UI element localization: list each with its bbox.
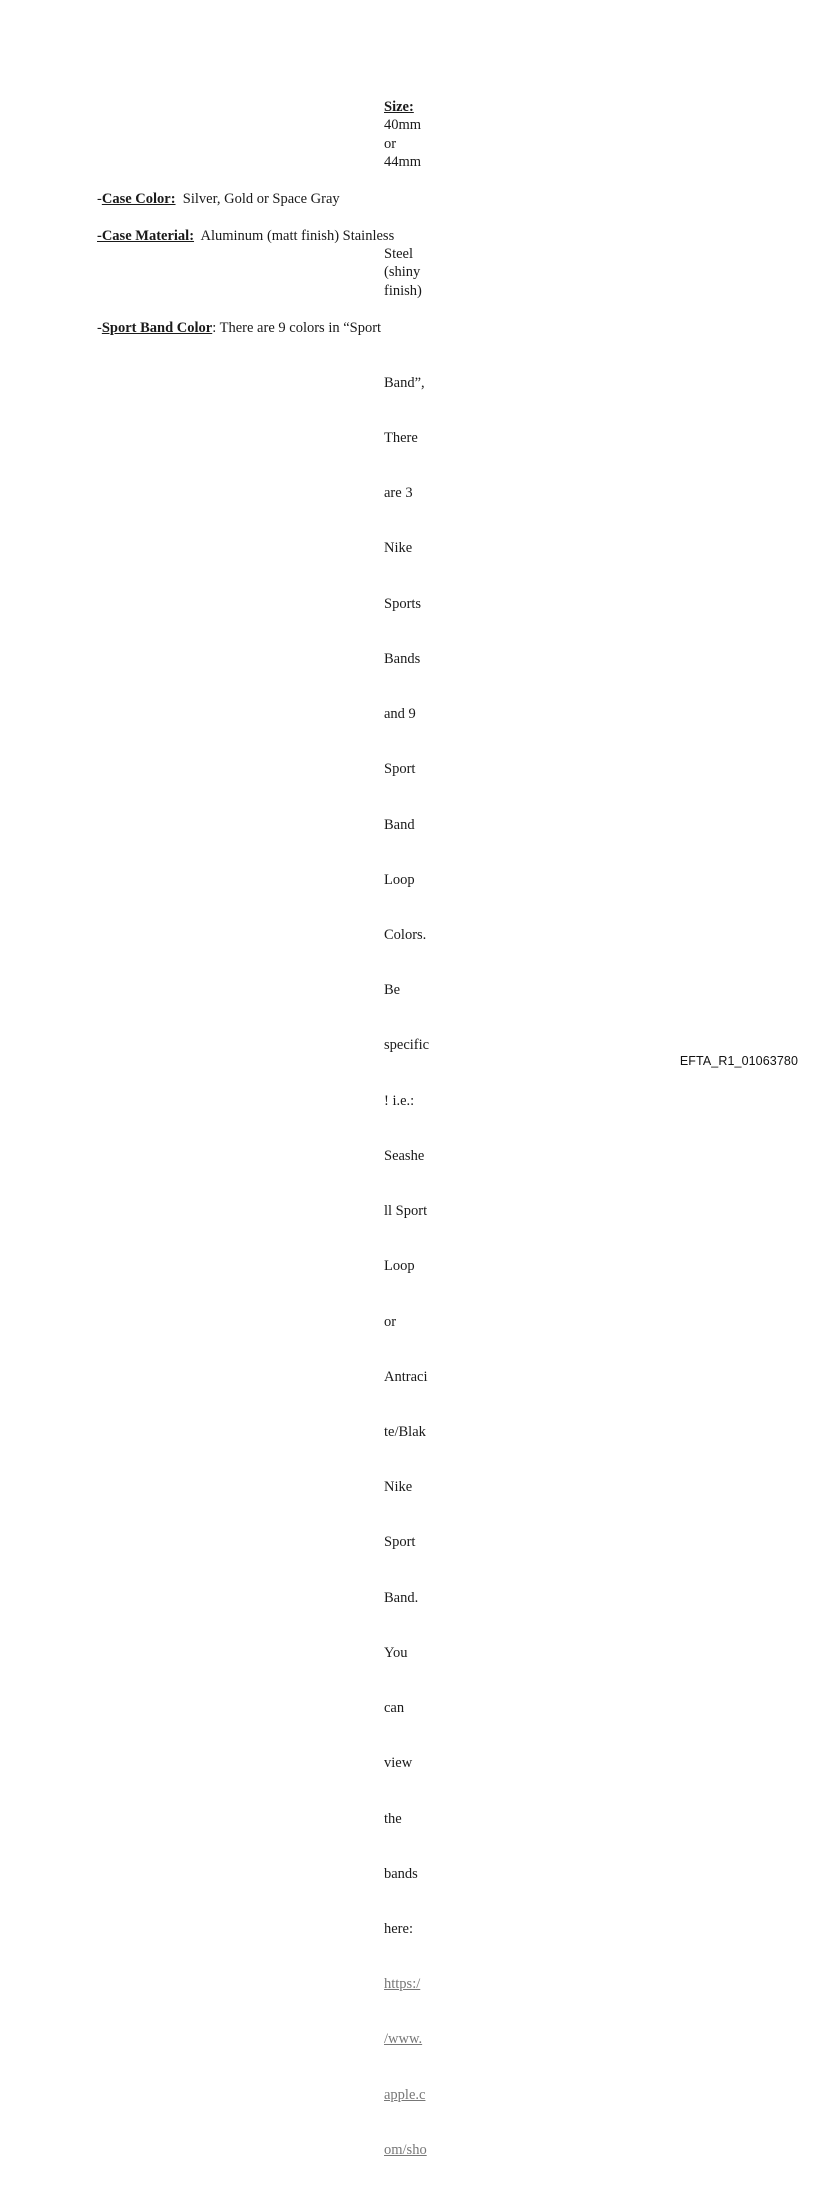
sport-band-text-line: Antraci: [384, 1368, 428, 1385]
case-color-line: [97, 190, 340, 208]
apple-bands-link[interactable]: apple.c: [384, 2086, 426, 2103]
sport-band-text-line: the: [384, 1810, 402, 1827]
apple-bands-link[interactable]: om/sho: [384, 2141, 427, 2158]
sport-band-text-line: view: [384, 1755, 413, 1772]
sport-band-text-line: can: [384, 1700, 405, 1717]
sport-band-text-line: Colors.: [384, 927, 427, 943]
document-id-footer: EFTA_R1_01063780: [679, 1054, 798, 1068]
sport-band-text-line: Be: [384, 982, 401, 999]
case-material-label: -Case Material:: [97, 228, 195, 244]
sport-band-text-line: Nike: [384, 1479, 413, 1496]
sport-band-label: Sport Band Color: [101, 320, 213, 336]
sport-band-text-line: Sport: [384, 1534, 416, 1551]
sport-band-text-line: You: [384, 1644, 408, 1661]
case-material-continuation: [384, 245, 422, 300]
sport-band-text-line: Band”,: [384, 374, 425, 391]
sport-band-value: : There are 9 colors in “Sport: [212, 320, 382, 336]
sport-band-text-line: specific: [384, 1037, 430, 1054]
sport-band-text-line: There: [384, 430, 418, 447]
sport-band-text-line: ! i.e.:: [384, 1092, 415, 1109]
sport-band-text-line: or: [384, 1313, 397, 1330]
sport-band-text-line: Seashe: [384, 1147, 425, 1164]
case-color-label: Case Color:: [101, 191, 176, 207]
case-material-line: [97, 227, 394, 245]
sport-band-line: [97, 319, 381, 337]
size-label: Size:: [384, 99, 414, 115]
sport-band-text-line: Sports: [384, 595, 422, 612]
sport-band-text-line: Band: [384, 816, 415, 833]
sport-band-prefix: -: [97, 320, 102, 336]
apple-bands-link[interactable]: /www.: [384, 2031, 423, 2048]
sport-band-text-line: bands: [384, 1865, 418, 1882]
case-material-line: Steel: [384, 246, 413, 262]
sport-band-text-line: Sport: [384, 761, 416, 778]
sport-band-text-line: Nike: [384, 540, 413, 557]
size-line: 44mm: [384, 154, 422, 171]
size-line: or: [384, 135, 397, 152]
sport-band-text-line: Loop: [384, 1258, 415, 1275]
sport-band-text-line: and 9: [384, 706, 416, 723]
sport-band-text-line: Loop: [384, 871, 415, 888]
case-material-value: Aluminum (matt finish) Stainless: [194, 228, 395, 244]
case-color-value: Silver, Gold or Space Gray: [175, 191, 340, 207]
sport-band-text-line: are 3: [384, 485, 413, 502]
sport-band-text-line: Bands: [384, 650, 421, 667]
case-material-line: finish): [384, 282, 422, 299]
case-material-line: (shiny: [384, 264, 421, 281]
size-block: [384, 98, 421, 172]
sport-band-text-line: Band.: [384, 1589, 419, 1606]
case-color-prefix: -: [97, 191, 102, 207]
sport-band-text-line: here:: [384, 1920, 413, 1937]
sport-band-text-line: ll Sport: [384, 1203, 428, 1220]
apple-bands-link[interactable]: https:/: [384, 1976, 421, 1993]
size-line: 40mm: [384, 117, 422, 134]
sport-band-text-line: te/Blak: [384, 1423, 426, 1440]
sport-band-continuation: [384, 337, 429, 2196]
